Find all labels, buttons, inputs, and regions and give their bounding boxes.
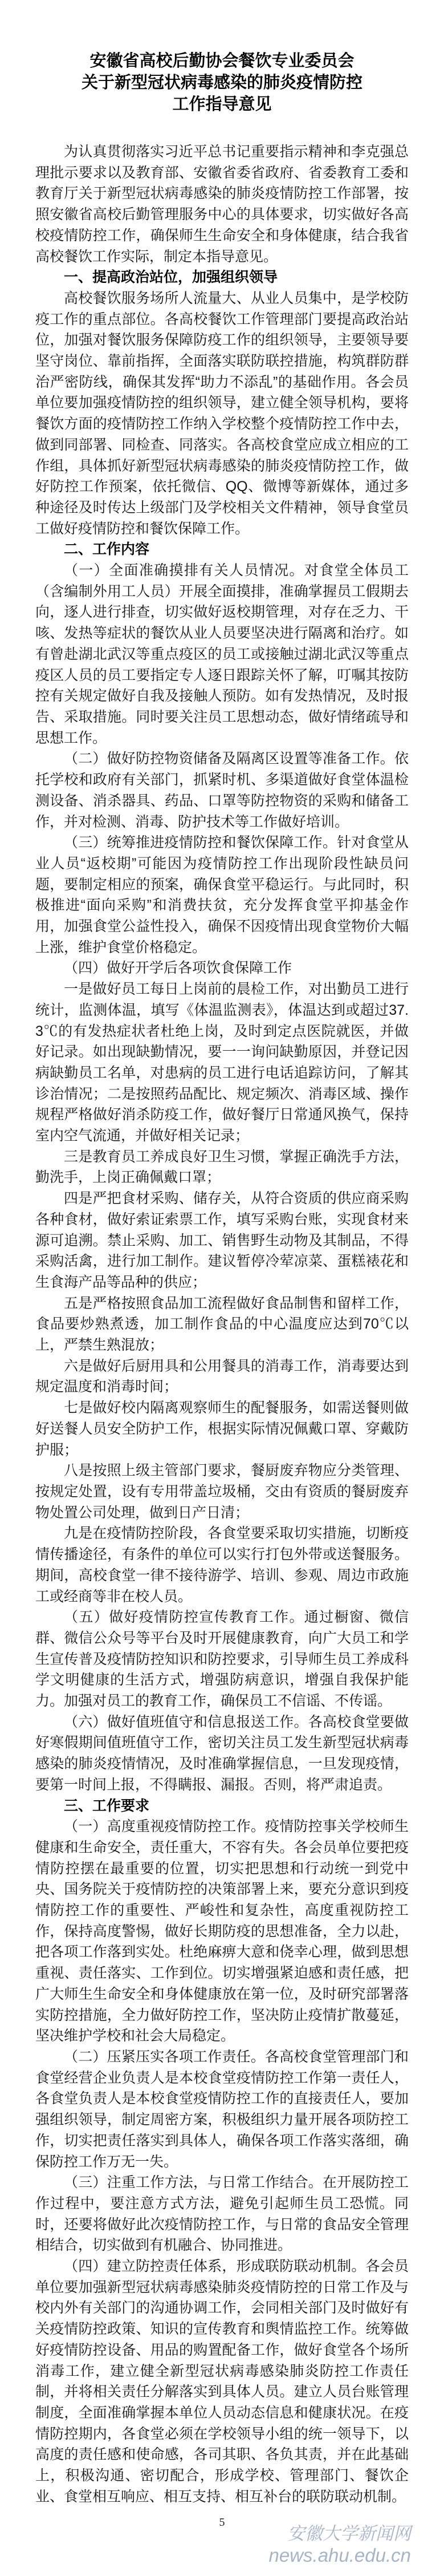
paragraph: （一）全面准确摸排有关人员情况。对食堂全体员工（含编制外用工人员）开展全面摸排，准确掌握员工假期去向，逐人进行排查，切实做好返校期管理，对存在乏力、干咳、发热等症状的餐饮从业人员要坚决进行隔离和治疗。如有曾赴湖北武汉等重点疫区的员工或接触过湖北武汉等重点疫区人员的员工要指定专人逐日跟踪关怀了解，叮嘱其按防控有关规定做好自我及接触人预防。如有发热情况，及时报告、采取措施。同时要关注员工思想动态，做好情绪疏导和思想工作。: [35, 562, 409, 746]
watermark-site-url: news.ahu.edu.cn: [268, 2545, 411, 2566]
paragraph: （二）做好防控物资储备及隔离区设置等准备工作。依托学校和政府有关部门，抓紧时机、多渠道做好食堂体温检测设备、消杀器具、药品、口罩等防控物资的采购和储备工作，并对检测、消毒、防护技术等工作做好培训。: [35, 751, 409, 830]
paragraph: 五是严格按照食品加工流程做好食品制售和留样工作，食品要炒熟煮透，加工制作食品的中心温度应达到70℃以上，严禁生熟混放；: [35, 1295, 409, 1354]
paragraph: （四）建立防控责任体系，形成联防联动机制。各会员单位要加强新型冠状病毒感染肺炎疫情防控的日常工作及与校内外有关部门的沟通协调工作，会同相关部门及时做好有关疫情防控政策、知识的宣传教育和舆情监控工作。统筹做好疫情防控设备、用品的购置配备工作，做好食堂各个场所消毒工作，建立健全新型冠状病毒感染肺炎防控工作责任制，并将相关责任分解落实到具体人员。建立人员台账管理制度，全面准确掌握本单位人员动态信息和健康状况。在疫情防控期内，各食堂必须在学校领导小组的统一领导下，以高度的责任感和使命感，各司其职、各负其责，并在此基础上，积极沟通、密切配合，形成学校、管理部门、餐饮企业、食堂相互响应、相互支持、相互补台的联防联动机制。: [35, 2258, 409, 2505]
paragraph: 六是做好后厨用具和公用餐具的消毒工作，消毒要达到规定温度和消毒时间；: [35, 1358, 409, 1395]
paragraph: （三）统筹推进疫情防控和餐饮保障工作。针对食堂从业人员“返校期”可能因为疫情防控工作出现阶段性缺员问题，要制定相应的预案，确保食堂平稳运行。与此同时，积极推进“面向采购”和消费扶贫，充分发挥食堂平抑基金作用，加强食堂公益性投入，确保不因疫情出现食堂物价大幅上涨，维护食堂价格稳定。: [35, 835, 409, 955]
section-heading: 一、提高政治站位，加强组织领导: [64, 269, 278, 286]
paragraph: 八是按照上级主管部门要求，餐厨废弃物应分类管理、按规定处置，设有专用带盖垃圾桶，交由有资质的餐厨废弃物处置公司处理，做到日产日清；: [35, 1463, 409, 1521]
paragraph: 九是在疫情防控阶段，各食堂要采取切实措施，切断疫情传播途径，有条件的单位可以实行打包外带或送餐服务。期间，高校食堂一律不接待游学、培训、参观、周边市政施工或经商等非在校人员。: [35, 1525, 409, 1605]
document-title-line-2: 关于新型冠状病毒感染的肺炎疫情防控: [81, 74, 362, 92]
watermark-site-name: 安徽大学新闻网: [287, 2524, 411, 2544]
watermark: [268, 2524, 411, 2567]
section-heading: 二、工作内容: [64, 541, 150, 558]
paragraph: 一是做好员工每日上岗前的晨检工作，对出勤员工进行统计，监测体温，填写《体温监测表》，体温达到或超过37.3℃的有发热症状者杜绝上岗，及时到定点医院就医，并做好记录。如出现缺勤情况，要一一询问缺勤原因，并登记因病缺勤员工名单，对患病的员工进行电话追踪访问，了解其诊治情况；二是按照药品配比、规定频次、消毒区域、操作规程严格做好消杀防疫工作，做好餐厅日常通风换气，保持室内空气流通，并做好相关记录；: [35, 981, 409, 1144]
document-body: [35, 141, 409, 2507]
section-heading: 三、工作要求: [64, 1797, 150, 1814]
page-number: 5: [219, 2516, 225, 2529]
paragraph: 高校餐饮服务场所人流量大、从业人员集中，是学校防疫工作的重点部位。各高校餐饮工作管理部门要提高政治站位，加强对餐饮服务保障防疫工作的组织领导，主要领导要坚守岗位、靠前指挥，全面落实联防联控措施，构筑群防群治严密防线，确保其发挥“助力不添乱”的基础作用。各会员单位要加强疫情防控的组织领导，建立健全领导机构，要将餐饮方面的疫情防控工作纳入学校整个疫情防控工作中去，做到同部署、同检查、同落实。各高校食堂应成立相应的工作组，具体抓好新型冠状病毒感染的肺炎疫情防控工作，做好防控工作预案，依托微信、QQ、微博等新媒体，通过多种途径及时传达上级部门及学校相关文件精神，领导食堂员工做好疫情防控和餐饮保障工作。: [35, 290, 409, 537]
paragraph: （五）做好疫情防控宣传教育工作。通过橱窗、微信群、微信公众号等平台及时开展健康教育，向广大员工和学生宣传普及疫情防控知识和防控要求，引导师生员工养成科学文明健康的生活方式，增强防病意识，增强自我保护能力。加强对员工的教育工作，确保员工不信谣、不传谣。: [35, 1609, 409, 1710]
paragraph: （四）做好开学后各项饮食保障工作: [64, 960, 292, 977]
paragraph: （六）做好值班值守和信息报送工作。各高校食堂要做好寒假期间值班值守工作，密切关注员工发生新型冠状病毒感染的肺炎疫情情况，及时准确掌握信息，一旦发现疫情，要第一时间上报，不得瞒报、漏报。否则，将严肃追责。: [35, 1714, 409, 1793]
paragraph: （三）注重工作方法，与日常工作结合。在开展防控工作过程中，要注意方式方法，避免引起师生员工恐慌。同时，还要将做好此次疫情防控工作，与日常的食品安全管理相结合，切实做到有机融合、协同推进。: [35, 2174, 409, 2254]
paragraph: 为认真贯彻落实习近平总书记重要指示精神和李克强总理批示要求以及教育部、安徽省委省政府、省委教育工委和教育厅关于新型冠状病毒感染的肺炎疫情防控工作部署，按照安徽省高校后勤管理服务中心的具体要求，切实做好各高校疫情防控工作，确保师生生命安全和身体健康，结合我省高校餐饮工作实际，制定本指导意见。: [35, 144, 409, 265]
document-title-line-1: 安徽省高校后勤协会餐饮专业委员会: [89, 52, 355, 70]
paragraph: 七是做好校内隔离观察师生的配餐服务，如需送餐则做好送餐人员安全防护工作，根据实际情况佩戴口罩、穿戴防护服；: [35, 1400, 409, 1458]
document-title-line-3: 工作指导意见: [172, 95, 272, 114]
paragraph: 四是严把食材采购、储存关，从符合资质的供应商采购各种食材，做好索证索票工作，填写采购台账，实现食材来源可追溯。禁止采购、加工、销售野生动物及其制品，不得采购活禽，进行加工制作。建议暂停冷荤凉菜、蛋糕裱花和生食海产品等品种的供应；: [35, 1190, 409, 1290]
paragraph: （一）高度重视疫情防控工作。疫情防控事关学校师生健康和生命安全，责任重大，不容有失。各会员单位要把疫情防控摆在最重要的位置，切实把思想和行动统一到党中央、国务院关于疫情防控的决策部署上来，要充分意识到疫情防控工作的重要性、严峻性和复杂性，高度重视防控工作，保持高度警惕，做好长期防疫的思想准备，全力以赴，把各项工作落到实处。杜绝麻痹大意和侥幸心理，做到思想重视、责任落实、工作到位。切实增强紧迫感和责任感，把广大师生生命安全和身体健康放在第一位，及时研究部署落实防控措施，全力做好防控工作，坚决防止疫情扩散蔓延，坚决维护学校和社会大局稳定。: [35, 1818, 409, 2044]
document-title: [35, 50, 409, 115]
paragraph: （二）压紧压实各项工作责任。各高校食堂管理部门和食堂经营企业负责人是本校食堂疫情防控工作第一责任人，各食堂负责人是本校食堂疫情防控工作的直接责任人，要加强组织领导，制定周密方案，积极组织力量开展各项防控工作，切实把责任落实到具体人，确保各项工作落实落细，确保防控工作万无一失。: [35, 2048, 409, 2170]
paragraph: 三是教育员工养成良好卫生习惯，掌握正确洗手方法，勤洗手，上岗正确佩戴口罩；: [35, 1148, 409, 1186]
